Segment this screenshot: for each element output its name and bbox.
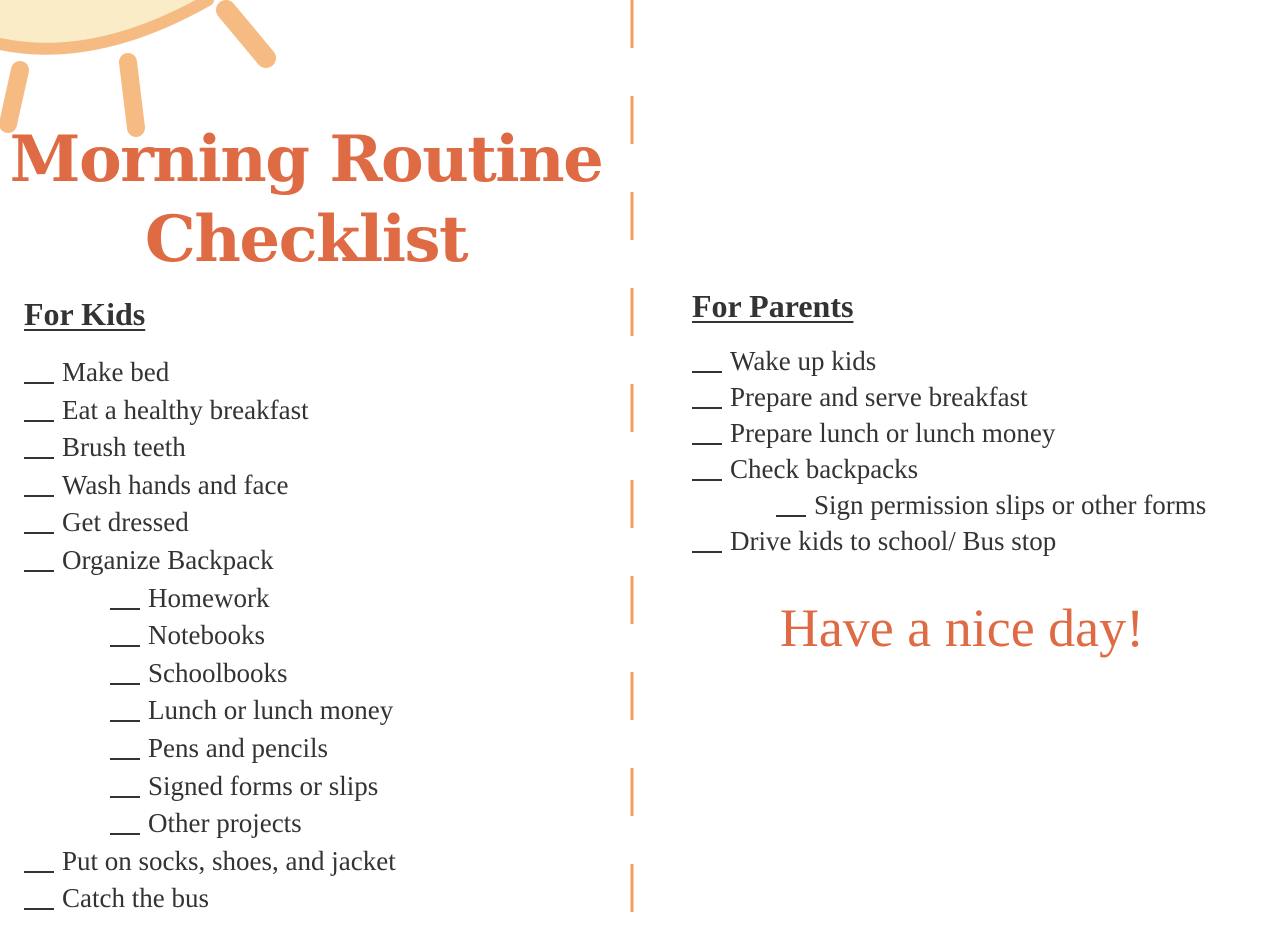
item-label: Notebooks <box>148 620 265 651</box>
checkbox-blank[interactable] <box>24 419 54 422</box>
checkbox-blank[interactable] <box>110 795 140 798</box>
checklist-subitem <box>24 692 396 730</box>
checkbox-blank[interactable] <box>776 514 806 517</box>
checklist-item <box>692 379 1206 415</box>
checkbox-blank[interactable] <box>110 757 140 760</box>
item-label: Signed forms or slips <box>148 770 379 801</box>
checklist-item <box>24 504 396 542</box>
checklist-item <box>692 415 1206 451</box>
checkbox-blank[interactable] <box>24 494 54 497</box>
checkbox-blank[interactable] <box>692 406 722 409</box>
checkbox-blank[interactable] <box>24 907 54 910</box>
checklist-subitem <box>24 768 396 806</box>
checklist-item <box>24 467 396 505</box>
checklist-subitem <box>692 487 1206 523</box>
item-label: Schoolbooks <box>148 657 288 688</box>
parents-checklist <box>692 343 1206 559</box>
page-title <box>0 120 612 280</box>
item-label: Organize Backpack <box>62 544 274 575</box>
checkbox-blank[interactable] <box>110 607 140 610</box>
checklist-item <box>692 451 1206 487</box>
item-label: Make bed <box>62 357 170 387</box>
checkbox-blank[interactable] <box>110 644 140 647</box>
item-label: Put on socks, shoes, and jacket <box>62 845 396 876</box>
checklist-item <box>24 542 396 580</box>
item-label: Homework <box>148 582 270 613</box>
item-label: Drive kids to school/ Bus stop <box>730 526 1057 556</box>
checkbox-blank[interactable] <box>24 531 54 534</box>
checkbox-blank[interactable] <box>110 682 140 685</box>
item-label: Check backpacks <box>730 454 919 484</box>
closing-message: Have a nice day! <box>779 598 1145 658</box>
checkbox-blank[interactable] <box>24 569 54 572</box>
item-label: Pens and pencils <box>148 732 328 763</box>
title-line-2: Checklist <box>144 202 468 277</box>
checklist-item <box>24 354 396 392</box>
checkbox-blank[interactable] <box>110 832 140 835</box>
item-label: Eat a healthy breakfast <box>62 394 309 425</box>
checkbox-blank[interactable] <box>24 381 54 384</box>
item-label: Brush teeth <box>62 432 186 463</box>
checkbox-blank[interactable] <box>24 870 54 873</box>
dashed-divider <box>629 0 635 934</box>
item-label: Prepare lunch or lunch money <box>730 418 1056 448</box>
checklist-subitem <box>24 805 396 843</box>
checklist-item <box>24 429 396 467</box>
kids-heading: For Kids <box>24 296 146 332</box>
checklist-subitem <box>24 580 396 618</box>
item-label: Sign permission slips or other forms <box>814 490 1207 520</box>
checklist-item <box>692 343 1206 379</box>
checklist-item <box>692 523 1206 559</box>
checkbox-blank[interactable] <box>110 719 140 722</box>
title-line-1: Morning Routine <box>9 122 603 197</box>
checklist-item <box>24 392 396 430</box>
checkbox-blank[interactable] <box>692 442 722 445</box>
checklist-subitem <box>24 730 396 768</box>
checkbox-blank[interactable] <box>692 550 722 553</box>
checklist-item <box>24 843 396 881</box>
checklist-item <box>24 880 396 918</box>
kids-checklist <box>24 354 396 918</box>
checkbox-blank[interactable] <box>24 456 54 459</box>
item-label: Wake up kids <box>730 346 877 376</box>
checkbox-blank[interactable] <box>692 478 722 481</box>
item-label: Get dressed <box>62 507 189 538</box>
checklist-subitem <box>24 655 396 693</box>
item-label: Lunch or lunch money <box>148 695 394 726</box>
item-label: Catch the bus <box>62 883 209 914</box>
item-label: Wash hands and face <box>62 469 289 500</box>
item-label: Prepare and serve breakfast <box>730 382 1028 412</box>
checklist-subitem <box>24 617 396 655</box>
parents-heading: For Parents <box>692 288 854 324</box>
item-label: Other projects <box>148 808 302 839</box>
checkbox-blank[interactable] <box>692 370 722 373</box>
